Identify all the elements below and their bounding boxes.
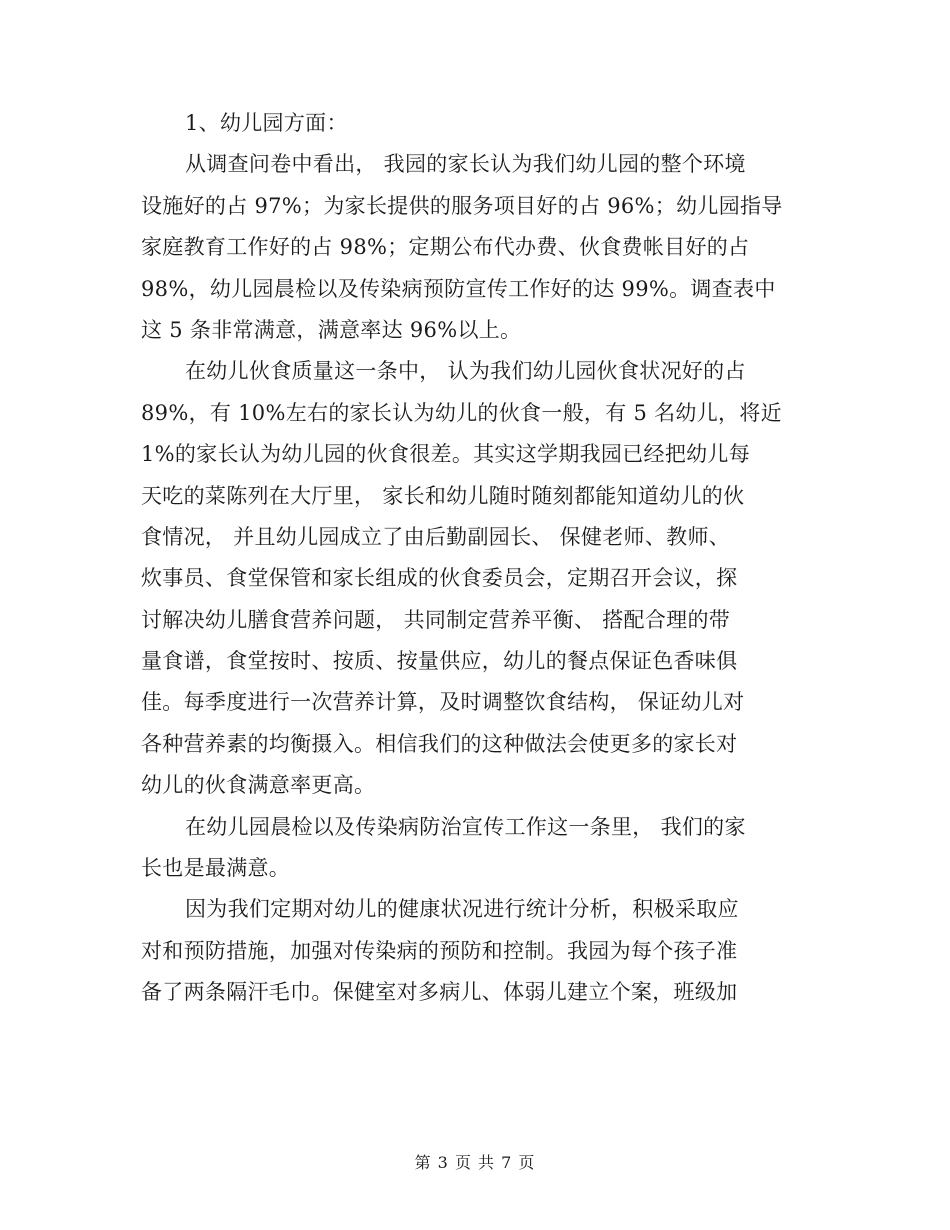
- text-line: 89%，有 10%左右的家长认为幼儿的伙食一般，有 5 名幼儿，将近: [141, 400, 782, 425]
- text-line: 讨解决幼儿膳食营养问题， 共同制定营养平衡、 搭配合理的带: [141, 607, 731, 632]
- text-line: 在幼儿园晨检以及传染病防治宣传工作这一条里， 我们的家: [185, 814, 746, 839]
- text-line: 98%，幼儿园晨检以及传染病预防宣传工作好的达 99%。调查表中: [141, 276, 776, 301]
- text-line: 长也是最满意。: [141, 856, 291, 881]
- document-body: [141, 103, 811, 1014]
- text-line: 天吃的菜陈列在大厅里， 家长和幼儿随时随刻都能知道幼儿的伙: [141, 483, 745, 508]
- text-line: 从调查问卷中看出， 我园的家长认为我们幼儿园的整个环境: [185, 152, 746, 177]
- text-line: 佳。每季度进行一次营养计算，及时调整饮食结构， 保证幼儿对: [141, 690, 745, 715]
- text-line: 炊事员、食堂保管和家长组成的伙食委员会，定期召开会议，探: [141, 566, 738, 591]
- text-line: 家庭教育工作好的占 98%；定期公布代办费、伙食费帐目好的占: [141, 235, 750, 260]
- page-footer: 第 3 页 共 7 页: [414, 1153, 536, 1172]
- text-line: 幼儿的伙食满意率更高。: [141, 773, 376, 798]
- text-line: 各种营养素的均衡摄入。相信我们的这种做法会使更多的家长对: [141, 731, 738, 756]
- text-line: 设施好的占 97%；为家长提供的服务项目好的占 96%；幼儿园指导: [141, 193, 783, 218]
- text-line: 备了两条隔汗毛巾。保健室对多病儿、体弱儿建立个案，班级加: [141, 980, 738, 1005]
- text-line: 食情况， 并且幼儿园成立了由后勤副园长、 保健老师、教师、: [141, 524, 731, 549]
- text-line: 这 5 条非常满意，满意率达 96%以上。: [141, 317, 522, 342]
- text-line: 在幼儿伙食质量这一条中， 认为我们幼儿园伙食状况好的占: [185, 359, 746, 384]
- text-line: 1、幼儿园方面：: [185, 111, 348, 135]
- text-line: 因为我们定期对幼儿的健康状况进行统计分析，积极采取应: [185, 897, 739, 922]
- text-line: 对和预防措施，加强对传染病的预防和控制。我园为每个孩子准: [141, 938, 738, 963]
- text-line: 量食谱，食堂按时、按质、按量供应，幼儿的餐点保证色香味俱: [141, 649, 738, 674]
- text-line: 1%的家长认为幼儿园的伙食很差。其实这学期我园已经把幼儿每: [141, 442, 751, 467]
